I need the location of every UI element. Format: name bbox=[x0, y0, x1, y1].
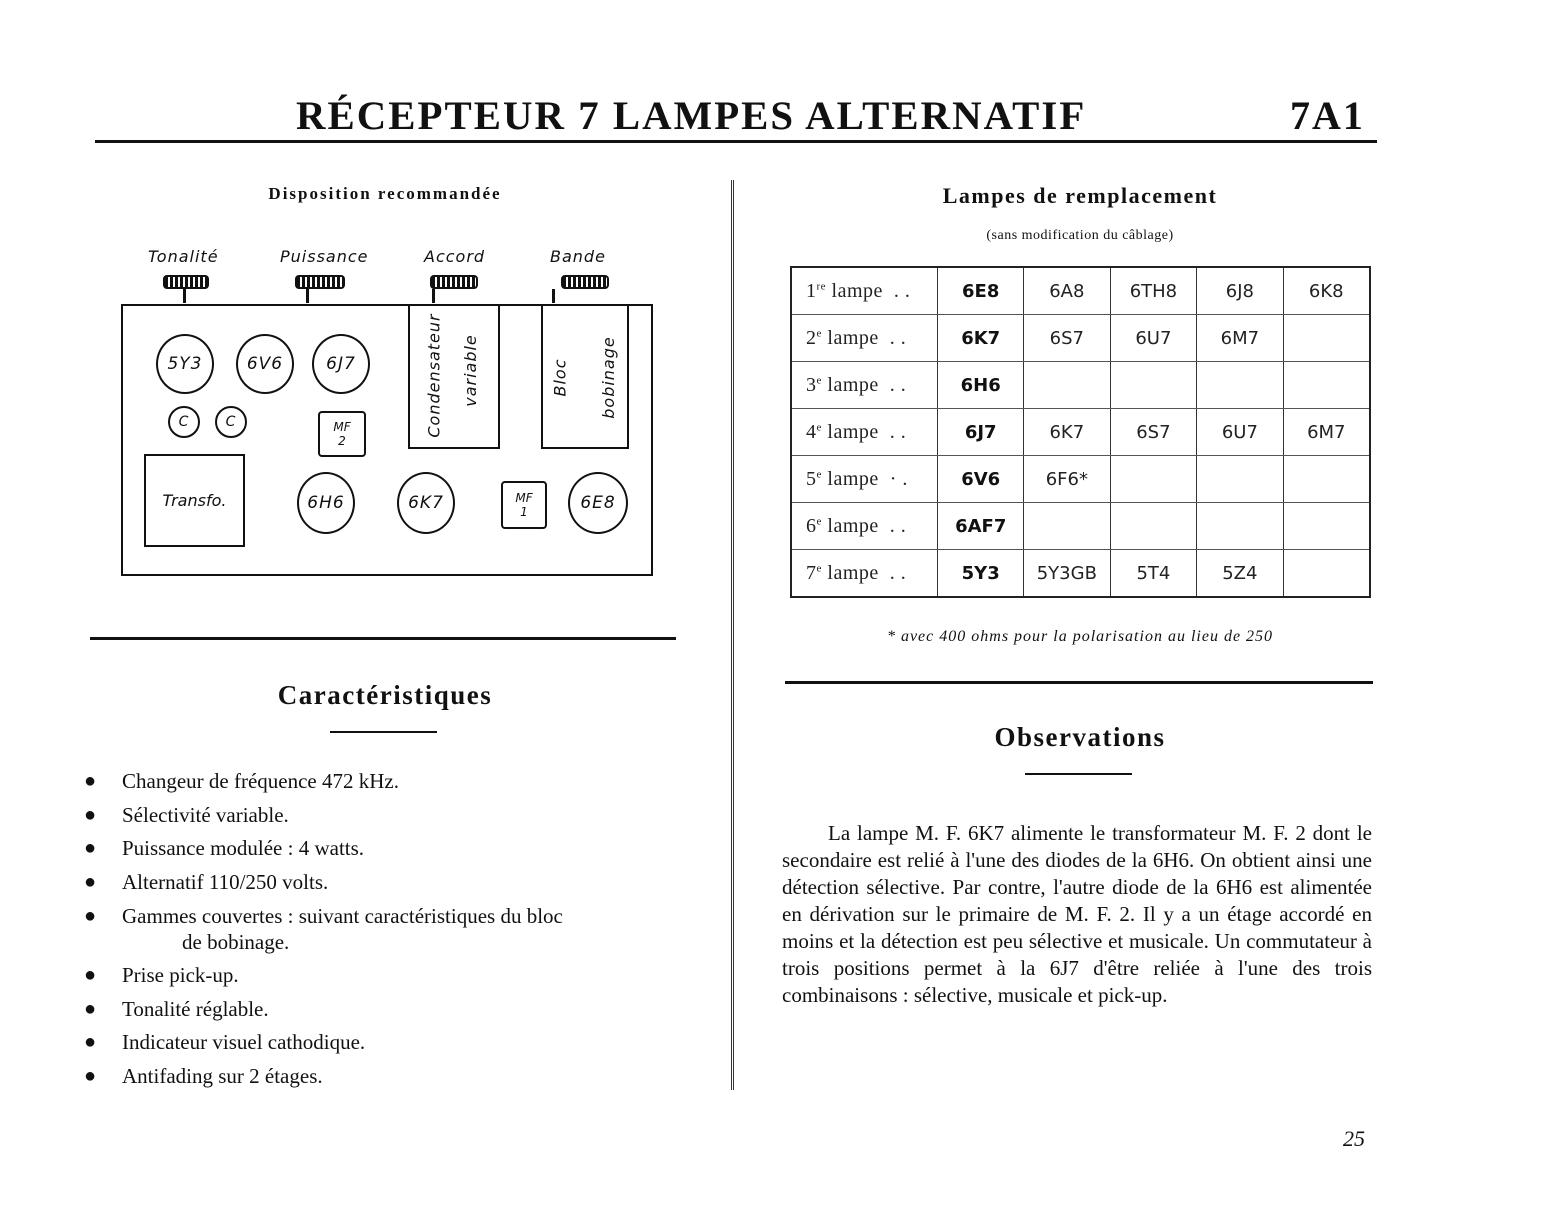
table-footnote: * avec 400 ohms pour la polarisation au lieu de 250 bbox=[886, 628, 1274, 645]
mf1-line2: 1 bbox=[520, 505, 528, 519]
table-row bbox=[791, 362, 1370, 409]
primary-tube: 6AF7 bbox=[938, 503, 1024, 550]
alternate-tube bbox=[1110, 456, 1197, 503]
column-divider bbox=[731, 180, 734, 1090]
capacitor-1: C bbox=[168, 406, 200, 438]
list-item: ● Alternatif 110/250 volts. bbox=[84, 866, 684, 900]
primary-tube: 6H6 bbox=[938, 362, 1024, 409]
model-code: 7A1 bbox=[1290, 93, 1365, 138]
bullet-icon: ● bbox=[84, 803, 97, 826]
page-title: RÉCEPTEUR 7 LAMPES ALTERNATIF bbox=[296, 93, 1087, 138]
alternate-tube: 6M7 bbox=[1197, 315, 1283, 362]
condensateur-variable-box bbox=[408, 304, 500, 449]
alternate-tube bbox=[1110, 503, 1197, 550]
alternate-tube: 6A8 bbox=[1023, 267, 1110, 315]
heading-underline bbox=[330, 731, 437, 733]
knob-stem bbox=[552, 289, 555, 303]
bullet-icon: ● bbox=[84, 1031, 97, 1053]
alternate-tube: 6U7 bbox=[1197, 409, 1283, 456]
bullet-icon: ● bbox=[84, 905, 97, 927]
replacement-table bbox=[790, 266, 1371, 598]
caracteristiques-heading: Caractéristiques bbox=[277, 680, 493, 710]
primary-tube: 6K7 bbox=[938, 315, 1024, 362]
bullet-icon: ● bbox=[84, 770, 97, 792]
mf2-line1: MF bbox=[333, 420, 351, 434]
list-item: ● Puissance modulée : 4 watts. bbox=[84, 832, 684, 866]
transfo-box bbox=[144, 454, 245, 547]
alternate-tube bbox=[1197, 456, 1283, 503]
alternate-tube: 6K8 bbox=[1283, 267, 1370, 315]
bloc-bobinage-box bbox=[541, 304, 629, 449]
primary-tube: 5Y3 bbox=[938, 550, 1024, 598]
knob-tonalite-icon bbox=[163, 275, 209, 289]
mf2-transformer bbox=[318, 411, 366, 457]
alternate-tube bbox=[1283, 503, 1370, 550]
bullet-icon: ● bbox=[84, 837, 97, 859]
knob-accord-icon bbox=[430, 275, 478, 289]
header-rule bbox=[95, 140, 1377, 143]
disposition-heading: Disposition recommandée bbox=[268, 184, 502, 203]
alternate-tube bbox=[1283, 315, 1370, 362]
lamp-position-label: 6e lampe . . bbox=[791, 503, 938, 550]
condensateur-line2: variable bbox=[460, 334, 480, 407]
knob-bande-icon bbox=[561, 275, 609, 289]
lamp-position-label: 1re lampe . . bbox=[791, 267, 938, 315]
tube-5y3: 5Y3 bbox=[156, 334, 214, 394]
bullet-icon: ● bbox=[84, 1064, 97, 1087]
alternate-tube bbox=[1197, 503, 1283, 550]
knob-puissance-icon bbox=[295, 275, 345, 289]
list-item: ● Indicateur visuel cathodique. bbox=[84, 1026, 684, 1060]
alternate-tube bbox=[1283, 362, 1370, 409]
alternate-tube bbox=[1110, 362, 1197, 409]
heading-underline bbox=[1025, 773, 1132, 775]
section-rule bbox=[90, 637, 676, 640]
list-item: ● Tonalité réglable. bbox=[84, 993, 684, 1027]
list-item: ● Gammes couvertes : suivant caractéristiques du bloc de bobinage. bbox=[84, 904, 563, 954]
tube-6e8: 6E8 bbox=[568, 472, 628, 534]
mf1-transformer bbox=[501, 481, 547, 529]
alternate-tube bbox=[1023, 503, 1110, 550]
section-rule bbox=[785, 681, 1373, 684]
control-label-bande: Bande bbox=[550, 247, 606, 266]
alternate-tube: 6S7 bbox=[1110, 409, 1197, 456]
list-item: ● Sélectivité variable. bbox=[84, 799, 684, 833]
lamp-position-label: 7e lampe . . bbox=[791, 550, 938, 598]
observations-heading: Observations bbox=[994, 722, 1166, 752]
transfo-label: Transfo. bbox=[162, 491, 227, 510]
page-number: 25 bbox=[1343, 1126, 1365, 1151]
condensateur-line1: Condensateur bbox=[424, 313, 444, 438]
table-row bbox=[791, 315, 1370, 362]
lamp-position-label: 5e lampe · . bbox=[791, 456, 938, 503]
alternate-tube: 5Y3GB bbox=[1023, 550, 1110, 598]
lampes-subheading: (sans modification du câblage) bbox=[986, 228, 1174, 243]
control-label-tonalite: Tonalité bbox=[148, 247, 219, 266]
list-item: ● Prise pick-up. bbox=[84, 955, 684, 993]
bullet-icon: ● bbox=[84, 870, 97, 893]
alternate-tube bbox=[1023, 362, 1110, 409]
alternate-tube bbox=[1197, 362, 1283, 409]
lamp-position-label: 2e lampe . . bbox=[791, 315, 938, 362]
observations-paragraph: La lampe M. F. 6K7 alimente le transformateur M. F. 2 dont le secondaire est relié à l'une des diodes de la 6H6. On obtient ainsi une détection sélective. Par contre, l'autre diode de la 6H6 est alimentée en dérivation sur le primaire de M. F. 2. Il y a un étage accordé en moins et la détection est peu sélective et musicale. Un commutateur à trois positions permet à la 6J7 d'être reliée à l'une des trois combinaisons : sélective, musicale et pick-up. bbox=[782, 821, 1372, 1007]
tube-6j7: 6J7 bbox=[312, 334, 370, 394]
table-row bbox=[791, 409, 1370, 456]
table-row bbox=[791, 456, 1370, 503]
bullet-icon: ● bbox=[84, 964, 97, 986]
alternate-tube: 6J8 bbox=[1197, 267, 1283, 315]
mf2-line2: 2 bbox=[338, 434, 346, 448]
alternate-tube: 6M7 bbox=[1283, 409, 1370, 456]
alternate-tube bbox=[1283, 550, 1370, 598]
primary-tube: 6V6 bbox=[938, 456, 1024, 503]
table-row bbox=[791, 503, 1370, 550]
tube-6k7: 6K7 bbox=[397, 472, 455, 534]
mf1-line1: MF bbox=[515, 491, 533, 505]
list-item: ● Changeur de fréquence 472 kHz. bbox=[84, 765, 684, 799]
lampes-heading: Lampes de remplacement bbox=[942, 183, 1218, 208]
caracteristiques-list bbox=[84, 765, 684, 1093]
alternate-tube: 5T4 bbox=[1110, 550, 1197, 598]
capacitor-2: C bbox=[215, 406, 247, 438]
bloc-line2: bobinage bbox=[598, 336, 618, 419]
alternate-tube: 6S7 bbox=[1023, 315, 1110, 362]
table-row bbox=[791, 550, 1370, 598]
knob-stem bbox=[306, 289, 309, 303]
alternate-tube: 5Z4 bbox=[1197, 550, 1283, 598]
bloc-line1: Bloc bbox=[550, 358, 570, 397]
tube-6h6: 6H6 bbox=[297, 472, 355, 534]
alternate-tube: 6K7 bbox=[1023, 409, 1110, 456]
tube-6v6: 6V6 bbox=[236, 334, 294, 394]
list-item: ● Antifading sur 2 étages. bbox=[84, 1060, 684, 1094]
primary-tube: 6J7 bbox=[938, 409, 1024, 456]
knob-stem bbox=[183, 289, 186, 303]
alternate-tube: 6TH8 bbox=[1110, 267, 1197, 315]
bullet-icon: ● bbox=[84, 997, 97, 1020]
table-row bbox=[791, 267, 1370, 315]
alternate-tube: 6F6* bbox=[1023, 456, 1110, 503]
control-label-puissance: Puissance bbox=[280, 247, 369, 266]
alternate-tube bbox=[1283, 456, 1370, 503]
alternate-tube: 6U7 bbox=[1110, 315, 1197, 362]
lamp-position-label: 3e lampe . . bbox=[791, 362, 938, 409]
control-label-accord: Accord bbox=[424, 247, 486, 266]
primary-tube: 6E8 bbox=[938, 267, 1024, 315]
knob-stem bbox=[432, 289, 435, 303]
lamp-position-label: 4e lampe . . bbox=[791, 409, 938, 456]
